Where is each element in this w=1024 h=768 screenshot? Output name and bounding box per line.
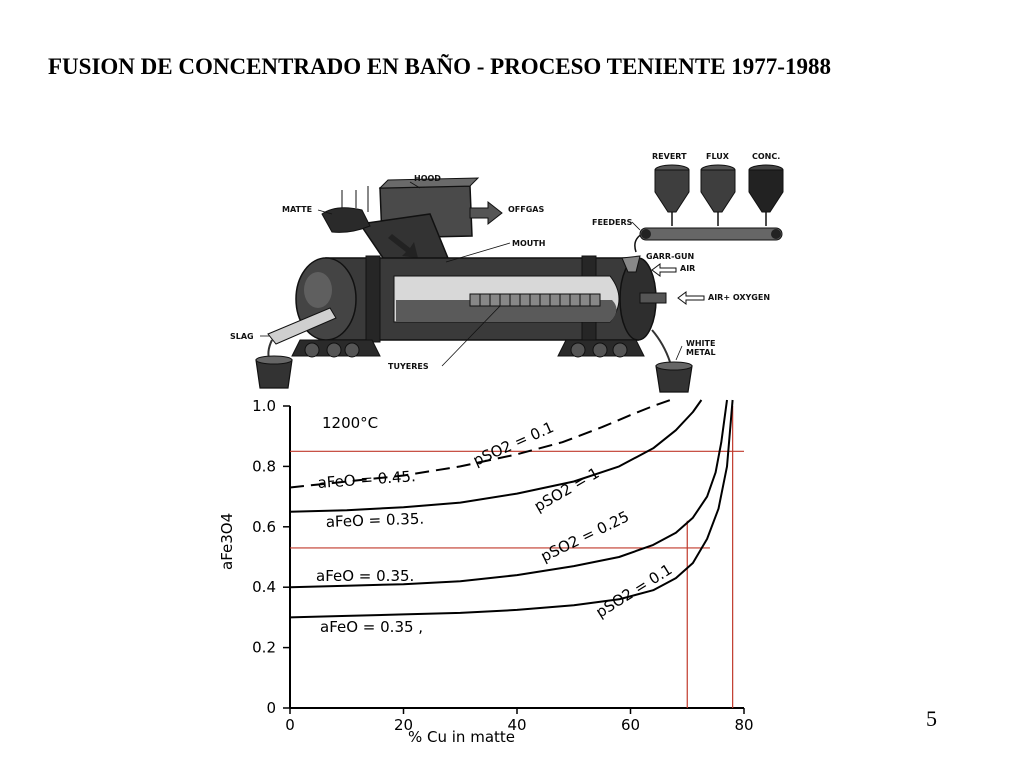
teniente-converter-diagram — [230, 152, 783, 392]
x-tick-label: 80 — [734, 716, 754, 734]
conveyor-roller — [771, 229, 781, 239]
pso2-label-3: pSO2 = 0.25 — [537, 507, 632, 566]
y-tick-label: 1.0 — [252, 397, 276, 415]
label-flux: FLUX — [706, 152, 729, 161]
y-tick-label: 0.6 — [252, 517, 276, 536]
x-tick-label: 60 — [620, 716, 641, 734]
end-highlight — [304, 272, 332, 308]
label-mouth: MOUTH — [512, 239, 546, 248]
label-tuyeres: TUYERES — [388, 362, 429, 371]
conveyor-roller — [641, 229, 651, 239]
air-oxygen-arrow — [678, 292, 704, 304]
y-axis-label: aFe3O4 — [218, 512, 236, 570]
label-white-metal-line2: METAL — [686, 348, 716, 357]
label-feeders: FEEDERS — [592, 218, 633, 227]
page-number: 5 — [926, 706, 937, 731]
afeo-label-1: aFeO = 0.45. — [317, 467, 417, 492]
label-garr-gun: GARR-GUN — [646, 252, 695, 261]
afeo-label-2: aFeO = 0.35. — [325, 509, 425, 531]
offgas-arrow — [470, 202, 502, 224]
pso2-label-4: pSO2 = 0.1 — [592, 560, 676, 622]
white-metal-stream — [652, 330, 670, 362]
afeo-label-4: aFeO = 0.35 , — [320, 618, 424, 636]
pso2-label-2: pSO2 = 1 — [531, 463, 603, 516]
air-inlet-pipe — [640, 293, 666, 303]
slag-ladle-rim — [256, 356, 292, 364]
y-ticks — [252, 397, 290, 717]
furnace-supports — [292, 340, 644, 357]
feeder-hoppers — [655, 165, 783, 226]
y-tick-label: 0.4 — [252, 578, 276, 597]
label-hood: HOOD — [414, 174, 441, 183]
label-revert: REVERT — [652, 152, 687, 161]
label-matte: MATTE — [282, 205, 313, 214]
air-arrow — [652, 264, 676, 276]
shell-band — [366, 256, 380, 342]
label-air-oxygen: AIR+ OXYGEN — [708, 293, 771, 302]
label-white-metal-line1: WHITE — [686, 339, 716, 348]
matte-ladle — [322, 208, 370, 233]
x-tick-label: 20 — [393, 716, 414, 734]
magnetite-activity-chart — [218, 397, 754, 746]
afeo-label-3: aFeO = 0.35. — [316, 567, 415, 585]
label-slag: SLAG — [230, 332, 254, 341]
label-conc: CONC. — [752, 152, 781, 161]
y-tick-label: 0.8 — [252, 457, 276, 476]
x-tick-label: 40 — [507, 716, 527, 734]
x-axis-label: % Cu in matte — [408, 728, 516, 746]
pso2-label-1: pSO2 = 0.1 — [470, 418, 557, 470]
y-tick-label: 0.2 — [252, 638, 276, 657]
label-offgas: OFFGAS — [508, 205, 545, 214]
temperature-label: 1200°C — [322, 414, 379, 432]
feeder-conveyor — [640, 228, 782, 240]
slide-title: FUSION DE CONCENTRADO EN BAÑO - PROCESO TENIENTE 1977-1988 — [48, 54, 831, 79]
label-air: AIR — [680, 264, 696, 273]
x-ticks — [285, 708, 753, 734]
x-tick-label: 0 — [285, 716, 295, 734]
white-metal-ladle-rim — [656, 362, 692, 370]
y-tick-label: 0 — [266, 699, 276, 717]
